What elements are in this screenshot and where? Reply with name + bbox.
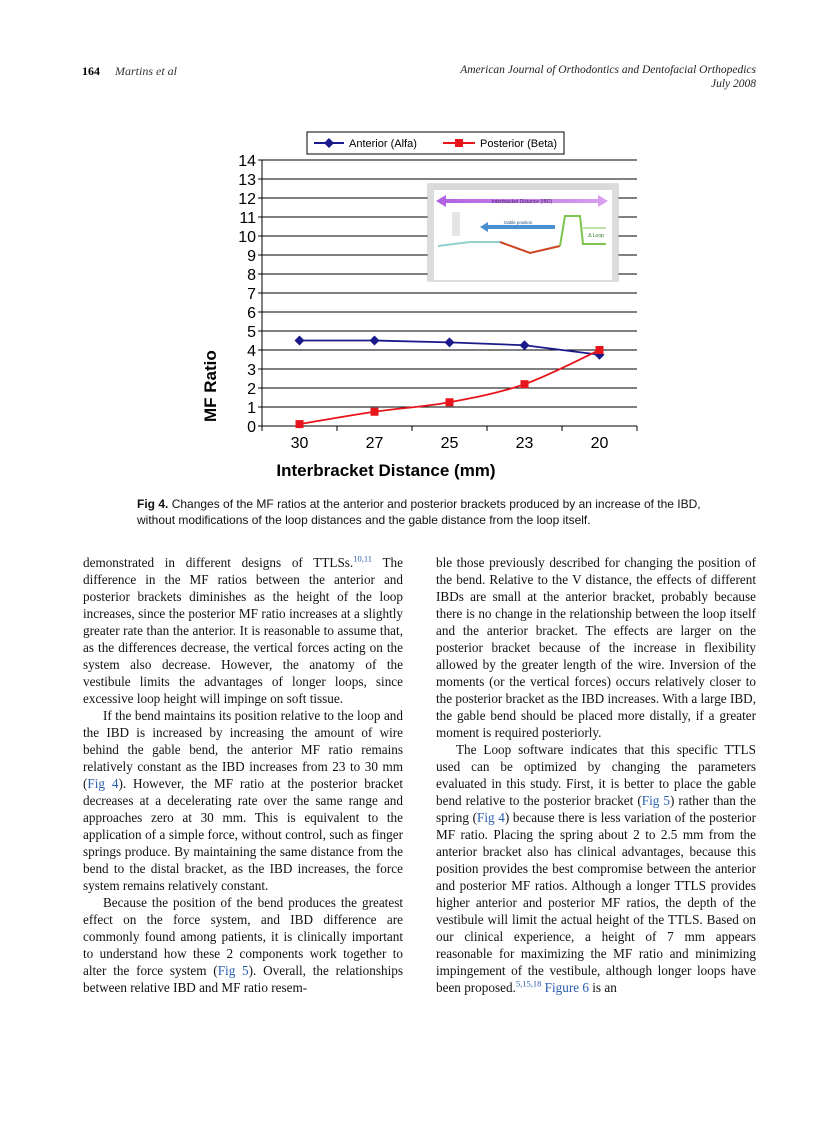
x-tick-label: 27	[365, 435, 384, 452]
running-header	[82, 64, 756, 104]
citation-link[interactable]: 10,11	[353, 553, 373, 564]
x-tick-label: 20	[590, 435, 609, 452]
text-run: is an	[588, 980, 617, 995]
body-column-left	[83, 554, 403, 996]
data-point-posterior	[371, 408, 379, 416]
y-tick-label: 14	[238, 153, 256, 170]
inset-loop-label: Δ Loop	[588, 233, 604, 239]
text-run: demonstrated in different designs of TTLSs.	[83, 555, 354, 570]
issue-date: July 2008	[710, 78, 756, 90]
inset-gable-label: Gable position	[503, 220, 533, 225]
legend-label-anterior: Anterior (Alfa)	[349, 138, 417, 150]
paragraph	[83, 707, 403, 894]
y-tick-label: 5	[247, 324, 256, 341]
data-point-posterior	[296, 420, 304, 428]
y-tick-label: 9	[247, 248, 256, 265]
y-tick-labels	[238, 153, 256, 436]
data-point-posterior	[446, 398, 454, 406]
caption-text: Changes of the MF ratios at the anterior and posterior brackets produced by an increase of the IBD, without modifications of the loop distances and the gable distance from the loop itself.	[137, 497, 701, 527]
figure-4-chart	[0, 120, 838, 490]
x-tick-label: 23	[515, 435, 534, 452]
data-point-posterior	[521, 380, 529, 388]
y-tick-label: 10	[238, 229, 256, 246]
text-run: ) because there is less variation of the posterior MF ratio. Placing the spring about 2 to 2.5 mm from the anterior bracket also has clinical advantages, because this position provides the best compromise between the anterior and posterior MF ratios. Although a longer TTLS provides higher anterior and posterior MF ratios, the depth of the vestibule will limit the actual height of the TTLS. Based on our clinical experience, a height of 7 mm appears reasonable for maximizing the MF ratio and minimizing impingement of the vestibule, although longer loops have been proposed.	[436, 810, 756, 995]
y-tick-label: 7	[247, 286, 256, 303]
text-run: The Loop software indicates that this specific TTLS used can be optimized by changing the parameters evaluated in this study. First, it is better to place the gable bend relative to the posterior bracket (	[436, 742, 756, 808]
y-tick-label: 2	[247, 381, 256, 398]
y-tick-label: 11	[239, 210, 256, 227]
text-run: Because the position of the bend produces the greatest effect on the force system, and IBD difference are commonly found among patients, it is clinically important to understand how these 2 components work together to alter the force system (	[83, 895, 403, 978]
figure-link[interactable]: Fig 4	[477, 810, 505, 825]
y-tick-label: 1	[247, 400, 256, 417]
text-run: ble those previously described for changing the position of the bend. Relative to the V distance, the effects of different IBDs are small at the anterior bracket, probably because there is no change in the relationship between the loop itself and the anterior bracket. The effects are larger on the posterior bracket because of the increase in flexibility allowed by the greater length of the wire. Inversion of the moments (or the vertical forces) occurs relatively closer to the posterior bracket as the IBD increases. With a large IBD, the gable bend should be placed more distally, if a greater moment is required posteriorly.	[436, 555, 756, 740]
figure-link[interactable]: Fig 5	[217, 963, 249, 978]
y-tick-label: 8	[247, 267, 256, 284]
figure-link[interactable]: Fig 4	[87, 776, 119, 791]
citation-link[interactable]: 5,15,18	[515, 978, 542, 989]
text-run: The difference in the MF ratios between the anterior and posterior brackets diminishes as the height of the loop increases, since the posterior MF ratio increases at a slightly greater rate than the anterior. It is reasonable to assume that, as the differences decrease, the vertical forces acting on the system also decrease. However, the anatomy of the vestibule limits the advantages of longer loops, since excessive loop height will impinge on soft tissue.	[83, 555, 403, 706]
x-tick-label: 30	[290, 435, 309, 452]
paragraph	[436, 554, 756, 741]
figure-link[interactable]: Fig 5	[641, 793, 670, 808]
loop-diagram-inset	[428, 184, 618, 281]
text-run: ). Overall, the relationships between relative IBD and MF ratio resem-	[83, 963, 403, 995]
x-axis-title: Interbracket Distance (mm)	[276, 461, 496, 480]
paragraph	[436, 741, 756, 996]
y-tick-label: 0	[247, 419, 256, 436]
y-tick-label: 6	[247, 305, 256, 322]
legend-label-posterior: Posterior (Beta)	[480, 138, 558, 150]
text-run: If the bend maintains its position relative to the loop and the IBD is increased by increasing the amount of wire behind the gable bend, the anterior MF ratio remains relatively constant as the IBD increases from 23 to 30 mm (	[83, 708, 403, 791]
y-tick-label: 4	[247, 343, 256, 360]
y-tick-label: 12	[238, 191, 256, 208]
x-tick-labels	[291, 435, 609, 452]
text-run: ) rather than the spring (	[436, 793, 756, 825]
caption-label: Fig 4.	[137, 497, 169, 511]
y-tick-label: 13	[238, 172, 256, 189]
x-tick-label: 25	[440, 435, 459, 452]
text-run: ). However, the MF ratio at the posterior bracket decreases at a decelerating rate over the same range and approaches zero at 30 mm. This is equivalent to the application of a simple force, without control, such as finger springs produce. By maintaining the same distance from the bend to the distal bracket, as the IBD increases, the force system remains relatively constant.	[83, 776, 404, 893]
running-authors: Martins et al	[115, 64, 177, 78]
y-axis-title: MF Ratio	[201, 350, 220, 422]
journal-name: American Journal of Orthodontics and Dentofacial Orthopedics	[460, 64, 756, 76]
chart-legend	[307, 132, 564, 154]
data-point-posterior	[596, 346, 604, 354]
page-number: 164	[82, 64, 100, 78]
paragraph	[83, 554, 403, 707]
paragraph	[83, 894, 403, 996]
inset-ibd-label: Interbracket Distance (IBD)	[491, 199, 553, 205]
legend-marker-posterior	[455, 139, 463, 147]
figure-caption	[137, 496, 717, 528]
figure-link[interactable]: Figure 6	[541, 980, 589, 995]
y-tick-label: 3	[247, 362, 256, 379]
body-column-right	[436, 554, 756, 996]
